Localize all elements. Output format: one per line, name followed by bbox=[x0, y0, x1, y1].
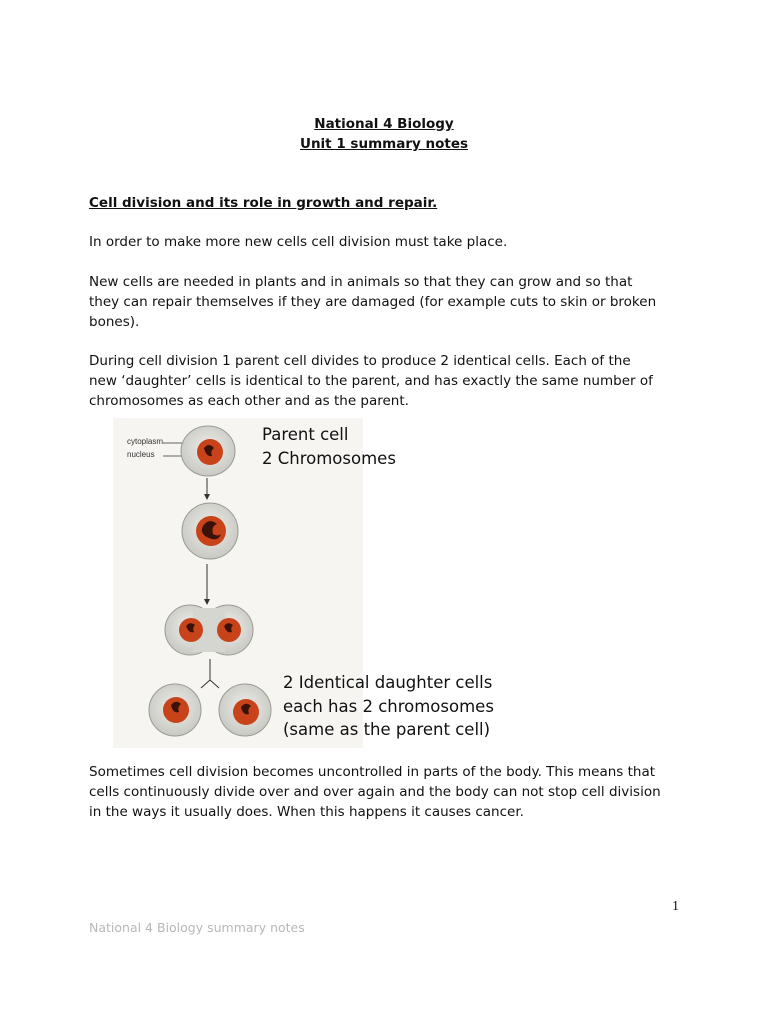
daughter-cells-label: 2 Identical daughter cells bbox=[283, 673, 493, 692]
paragraph-line: they can repair themselves if they are damaged (for example cuts to skin or broken bbox=[89, 294, 657, 310]
daughter-chromosomes-label: each has 2 chromosomes bbox=[283, 697, 494, 716]
daughter-cell-left bbox=[149, 684, 201, 736]
split-arrow-icon bbox=[201, 659, 219, 688]
document-title: National 4 Biology bbox=[314, 116, 454, 132]
paragraph-line: During cell division 1 parent cell divides to produce 2 identical cells. Each of the bbox=[89, 353, 631, 369]
paragraph-3 bbox=[89, 351, 689, 411]
paragraph-line: In order to make more new cells cell division must take place. bbox=[89, 234, 508, 250]
running-footer: National 4 Biology summary notes bbox=[89, 920, 305, 935]
paragraph-line: cells continuously divide over and over again and the body can not stop cell division bbox=[89, 784, 661, 800]
paragraph-line: bones). bbox=[89, 314, 140, 330]
cytoplasm-label: cytoplasm bbox=[127, 437, 164, 446]
arrow-down-icon bbox=[204, 478, 210, 500]
paragraph-line: New cells are needed in plants and in animals so that they can grow and so that bbox=[89, 274, 633, 290]
daughter-same-as-parent-label: (same as the parent cell) bbox=[283, 720, 491, 739]
document-subtitle: Unit 1 summary notes bbox=[299, 136, 469, 152]
paragraph-4 bbox=[89, 762, 689, 822]
parent-cell-label: Parent cell bbox=[262, 425, 349, 444]
cell-stage-2 bbox=[182, 503, 238, 559]
paragraph-2 bbox=[89, 272, 689, 332]
dividing-cell bbox=[165, 605, 253, 655]
section-heading: Cell division and its role in growth and repair. bbox=[89, 195, 438, 211]
paragraph-line: in the ways it usually does. When this happens it causes cancer. bbox=[89, 804, 524, 820]
daughter-cell-right bbox=[219, 684, 271, 736]
parent-cell bbox=[181, 426, 235, 476]
paragraph-line: new ‘daughter’ cells is identical to the parent, and has exactly the same number of bbox=[89, 373, 653, 389]
cell-division-figure bbox=[113, 418, 505, 748]
paragraph-line: chromosomes as each other and as the parent. bbox=[89, 393, 409, 409]
paragraph-1 bbox=[89, 232, 689, 252]
parent-chromosomes-label: 2 Chromosomes bbox=[262, 449, 396, 468]
page-number: 1 bbox=[672, 899, 679, 914]
paragraph-line: Sometimes cell division becomes uncontrolled in parts of the body. This means that bbox=[89, 764, 656, 780]
arrow-down-icon bbox=[204, 564, 210, 605]
nucleus-label: nucleus bbox=[127, 450, 155, 459]
